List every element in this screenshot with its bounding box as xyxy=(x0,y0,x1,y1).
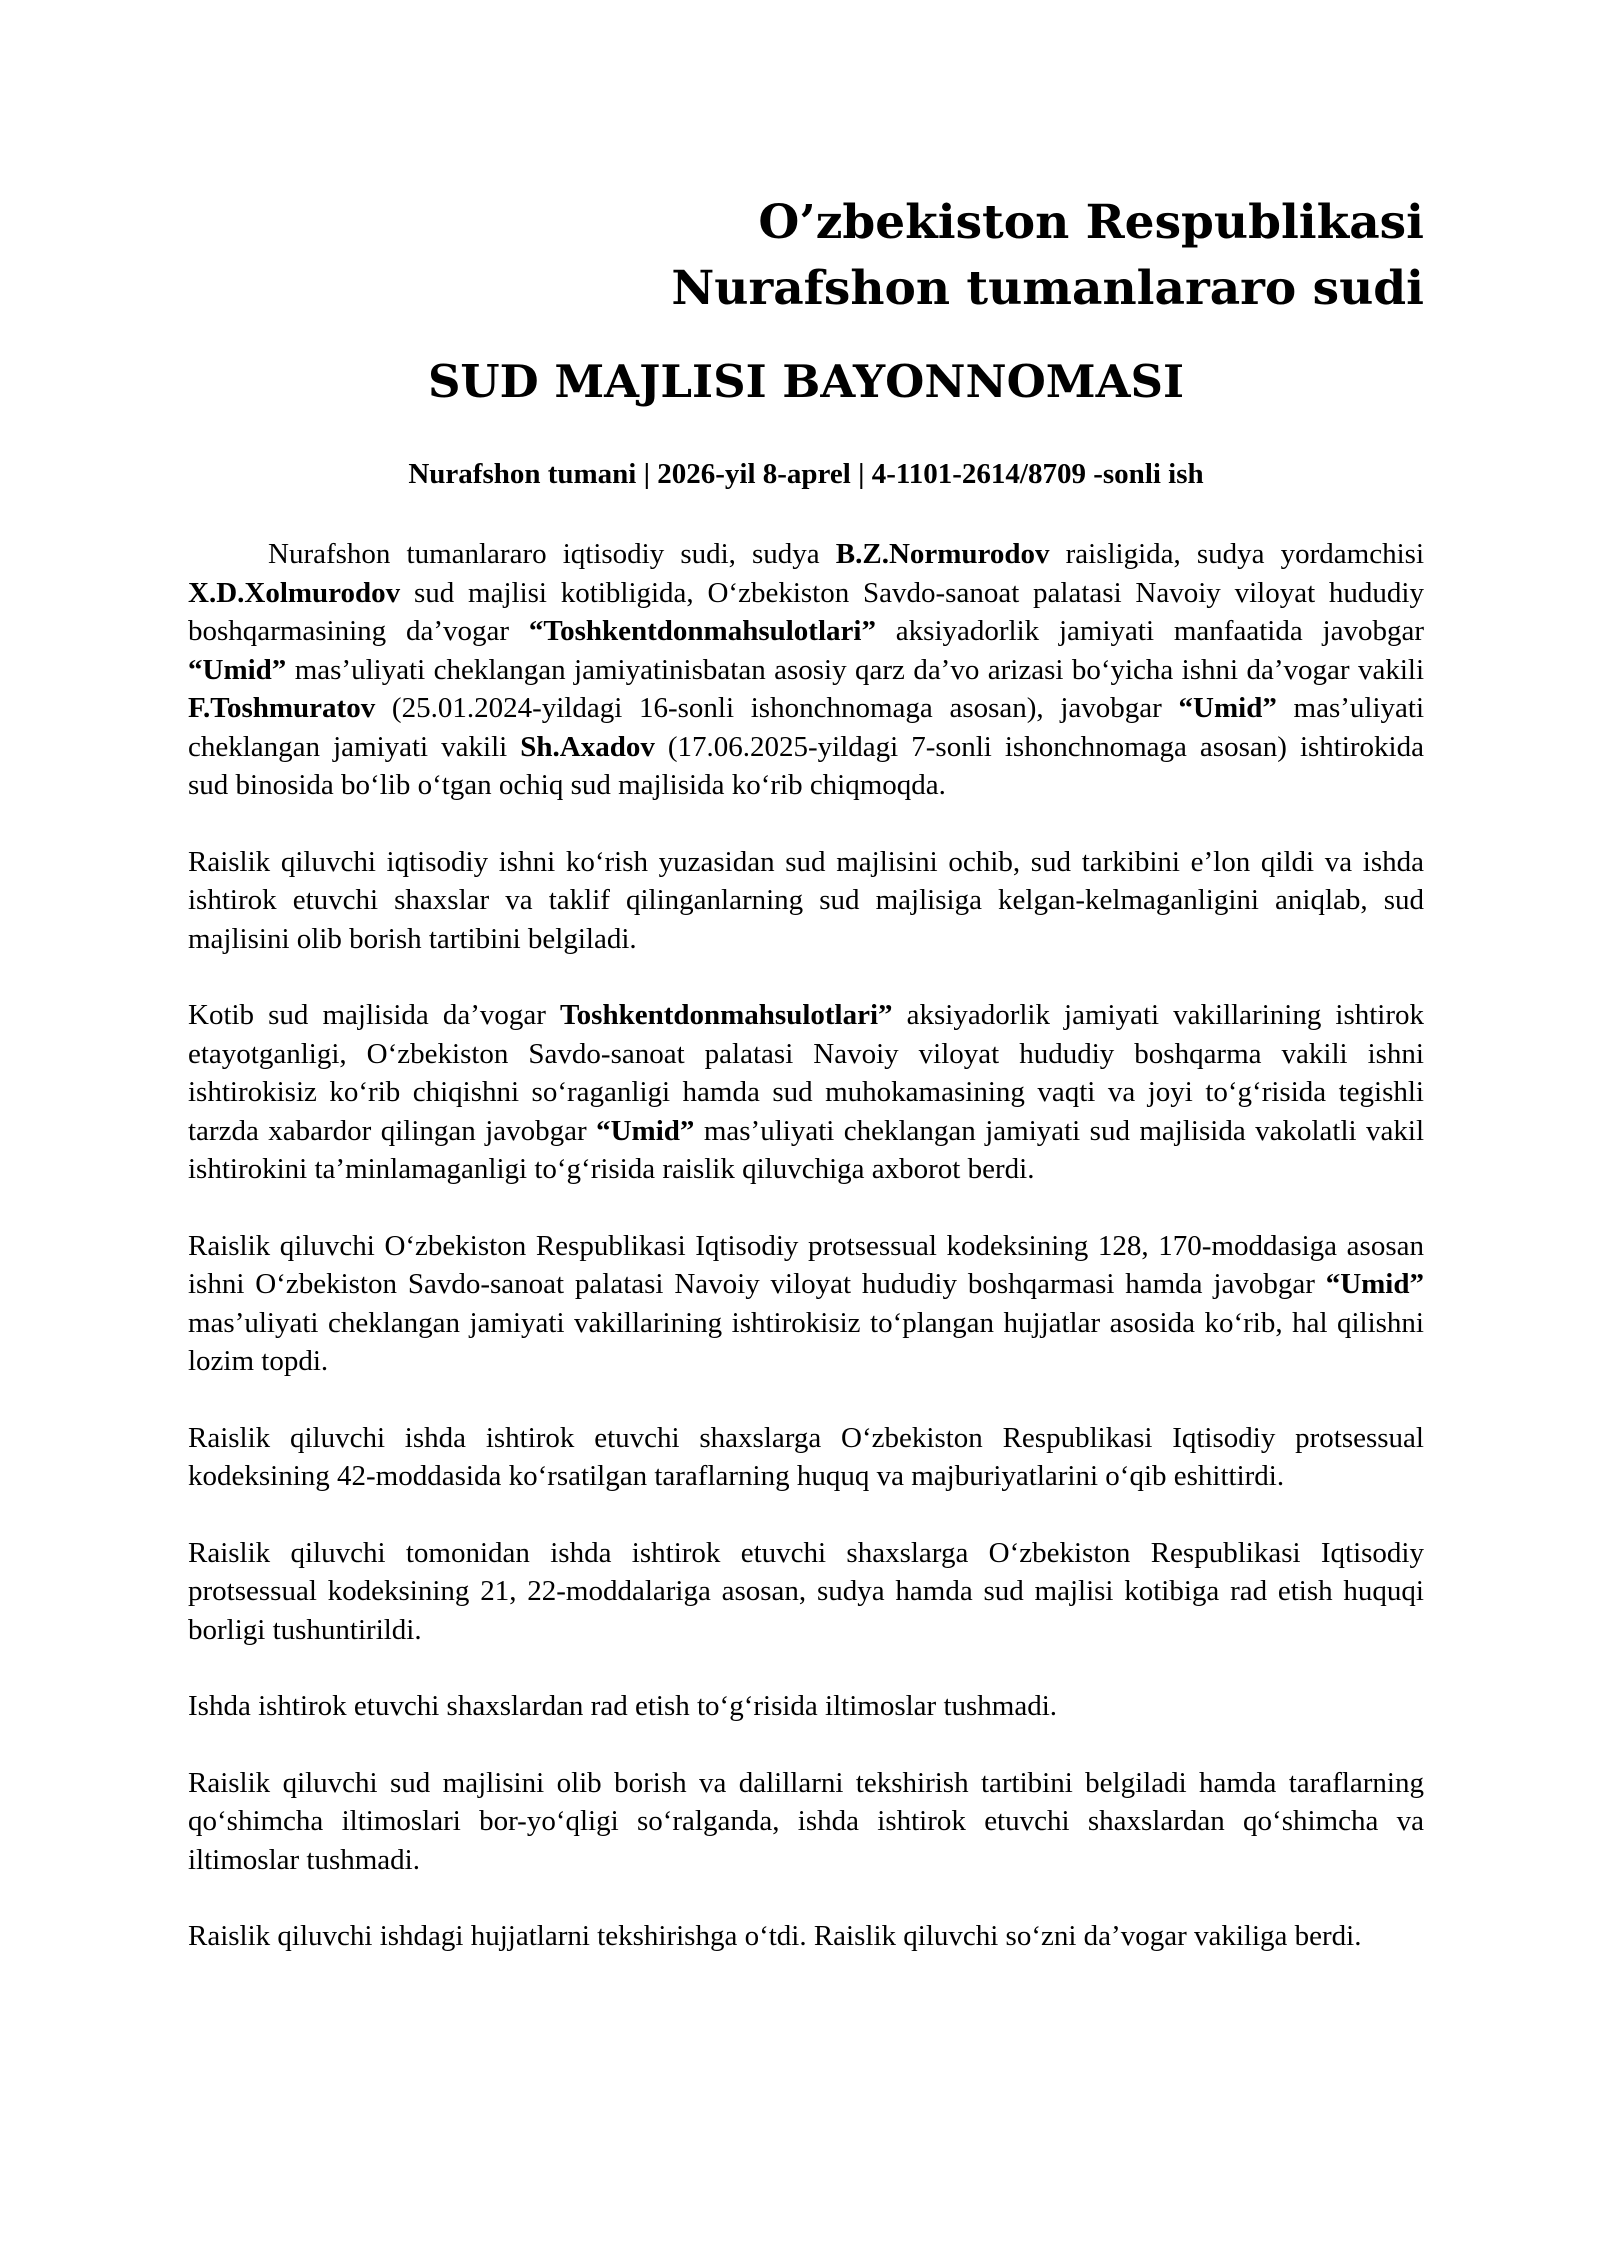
text-run: (25.01.2024-yildagi 16-sonli ishonchnomaga asosan), javobgar xyxy=(375,692,1179,724)
paragraph-absence-decision xyxy=(188,1227,1424,1381)
text-run: Raislik qiluvchi O‘zbekiston Respublikasi Iqtisodiy protsessual kodeksining 128, 170-moddasiga asosan ishni O‘zbekiston Savdo-sanoat palatasi Navoiy viloyat hududiy boshqarmasi hamda javobgar xyxy=(188,1229,1424,1300)
header-court-name: Nurafshon tumanlararo sudi xyxy=(671,261,1424,316)
text-run: mas’uliyati cheklangan jamiyati sud majlisida vakolatli vakil ishtirokini ta’minlamaganligi to‘g‘risida raislik qiluvchiga axborot berdi. xyxy=(188,1114,1425,1185)
defendant-company: “Umid” xyxy=(188,653,287,686)
text-run: aksiyadorlik jamiyati vakillarining ishtirok etayotganligi, O‘zbekiston Savdo-sanoat palatasi Navoiy viloyat hududiy boshqarma vakili ishni ishtirokisiz ko‘rib chiqishni so‘raganligi hamda sud muhokamasining vaqti va joyi to‘g‘risida tegishli tarzda xabardor qilingan javobgar xyxy=(188,999,1425,1147)
text-run: mas’uliyati cheklangan jamiyati vakillarining ishtirokisiz to‘plangan hujjatlar asosida ko‘rib, hal qilishni lozim topdi. xyxy=(188,1306,1424,1377)
defendant-company: “Umid” xyxy=(1325,1268,1424,1300)
plaintiff-company: Toshkentdonmahsulotlari” xyxy=(560,999,893,1031)
paragraph-recusal-right: Raislik qiluvchi tomonidan ishda ishtirok etuvchi shaxslarga O‘zbekiston Respublikasi Iqtisodiy protsessual kodeksining 21, 22-moddalariga asosan, sudya hamda sud majlisi kotibiga rad etish huquqi borligi tushuntirildi. xyxy=(188,1536,1424,1646)
paragraph-intro xyxy=(188,535,1424,805)
text-run: aksiyadorlik jamiyati manfaatida javobgar xyxy=(875,615,1424,647)
text-run: Kotib sud majlisida da’vogar xyxy=(188,999,560,1031)
judge-name: B.Z.Normurodov xyxy=(835,538,1050,570)
paragraph-documents-review: Raislik qiluvchi ishdagi hujjatlarni tekshirishga o‘tdi. Raislik qiluvchi so‘zni da’vogar vakiliga berdi. xyxy=(188,1920,1362,1952)
case-meta-line: Nurafshon tumani | 2026-yil 8-aprel | 4-1101-2614/8709 -sonli ish xyxy=(408,458,1204,490)
assistant-name: X.D.Xolmurodov xyxy=(188,576,401,609)
court-header xyxy=(188,190,1424,322)
plaintiff-company: “Toshkentdonmahsulotlari” xyxy=(528,615,876,647)
defendant-company: “Umid” xyxy=(596,1114,695,1147)
text-run: Nurafshon tumanlararo iqtisodiy sudi, sudya xyxy=(268,538,836,570)
defendant-company: “Umid” xyxy=(1178,692,1277,724)
defendant-representative: Sh.Axadov xyxy=(520,730,655,763)
document-page xyxy=(188,190,1424,1994)
document-body xyxy=(188,535,1424,1956)
paragraph-no-recusal: Ishda ishtirok etuvchi shaxslardan rad etish to‘g‘risida iltimoslar tushmadi. xyxy=(188,1690,1058,1722)
paragraph-procedure: Raislik qiluvchi sud majlisini olib borish va dalillarni tekshirish tartibini belgiladi hamda taraflarning qo‘shimcha iltimoslari bor-yo‘qligi so‘ralganda, ishda ishtirok etuvchi shaxslardan qo‘shimcha va iltimoslar tushmadi. xyxy=(188,1766,1424,1876)
document-title: SUD MAJLISI BAYONNOMASI xyxy=(427,355,1185,408)
plaintiff-representative: F.Toshmuratov xyxy=(188,692,376,724)
paragraph-opening: Raislik qiluvchi iqtisodiy ishni ko‘rish yuzasidan sud majlisini ochib, sud tarkibini e’lon qildi va ishda ishtirok etuvchi shaxslar va taklif qilinganlarning sud majlisiga kelgan-kelmaganligini aniqlab, sud majlisini olib borish tartibini belgiladi. xyxy=(188,845,1424,955)
text-run: raisligida, sudya yordamchisi xyxy=(1049,538,1424,570)
paragraph-secretary-report xyxy=(188,996,1424,1189)
text-run: sud majlisi kotibligida, O‘zbekiston Savdo-sanoat palatasi Navoiy viloyat hududiy boshqarmasining da’vogar xyxy=(188,576,1424,647)
text-run: mas’uliyati cheklangan jamiyatinisbatan asosiy qarz da’vo arizasi bo‘yicha ishni da’vogar vakili xyxy=(286,653,1424,686)
text-run: mas’uliyati cheklangan jamiyati vakili xyxy=(188,692,1424,763)
text-run: (17.06.2025-yildagi 7-sonli ishonchnomaga asosan) ishtirokida sud binosida bo‘lib o‘tgan ochiq sud majlisida ko‘rib chiqmoqda. xyxy=(188,730,1424,801)
header-country: O’zbekiston Respublikasi xyxy=(758,195,1424,250)
paragraph-rights: Raislik qiluvchi ishda ishtirok etuvchi shaxslarga O‘zbekiston Respublikasi Iqtisodiy protsessual kodeksining 42-moddasida ko‘rsatilgan taraflarning huquq va majburiyatlarini o‘qib eshittirdi. xyxy=(188,1421,1424,1492)
